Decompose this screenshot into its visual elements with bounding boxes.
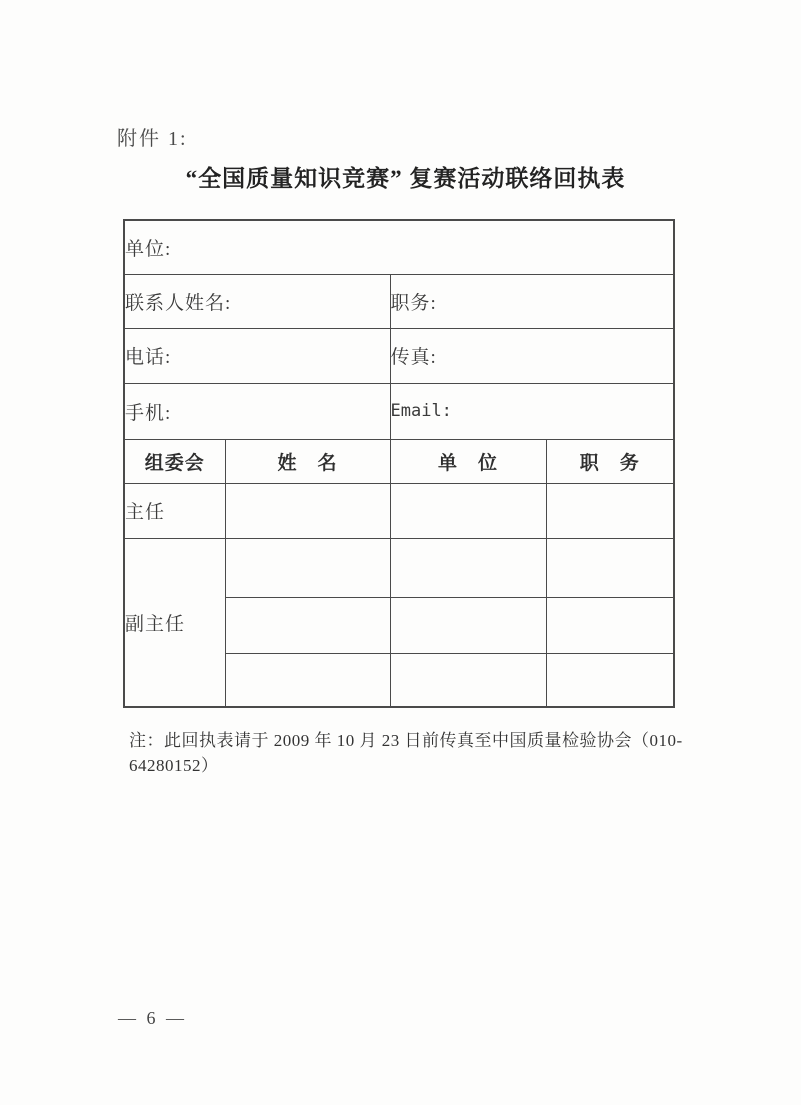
deputy1-unit-cell bbox=[390, 538, 546, 597]
deputy-director-label: 副主任 bbox=[124, 538, 225, 707]
director-name-cell bbox=[225, 483, 390, 538]
director-row bbox=[124, 483, 674, 538]
email-label: Email: bbox=[390, 383, 674, 439]
director-label: 主任 bbox=[124, 483, 225, 538]
director-position-cell bbox=[546, 483, 674, 538]
deputy1-name-cell bbox=[225, 538, 390, 597]
contact-name-label: 联系人姓名: bbox=[124, 274, 390, 328]
deputy2-name-cell bbox=[225, 597, 390, 653]
page-number: — 6 — bbox=[118, 1008, 187, 1028]
header-unit: 单 位 bbox=[390, 439, 546, 483]
attachment-label: 附件 1: bbox=[117, 128, 188, 150]
phone-row bbox=[124, 328, 674, 383]
page-title: “全国质量知识竞赛” 复赛活动联络回执表 bbox=[185, 166, 626, 191]
contact-row bbox=[124, 274, 674, 328]
deputy3-name-cell bbox=[225, 653, 390, 707]
deputy-director-row-1 bbox=[124, 538, 674, 597]
footnote: 注：此回执表请于 2009 年 10 月 23 日前传真至中国质量检验协会（010-64280152） bbox=[129, 731, 683, 775]
position-label: 职务: bbox=[390, 274, 674, 328]
reply-form-table bbox=[123, 219, 675, 708]
mobile-label: 手机: bbox=[124, 383, 390, 439]
phone-label: 电话: bbox=[124, 328, 390, 383]
mobile-row bbox=[124, 383, 674, 439]
deputy2-position-cell bbox=[546, 597, 674, 653]
deputy3-position-cell bbox=[546, 653, 674, 707]
director-unit-cell bbox=[390, 483, 546, 538]
header-position: 职 务 bbox=[546, 439, 674, 483]
deputy1-position-cell bbox=[546, 538, 674, 597]
unit-label: 单位: bbox=[124, 220, 674, 274]
fax-label: 传真: bbox=[390, 328, 674, 383]
deputy2-unit-cell bbox=[390, 597, 546, 653]
header-name: 姓 名 bbox=[225, 439, 390, 483]
unit-row bbox=[124, 220, 674, 274]
committee-header-row bbox=[124, 439, 674, 483]
header-committee: 组委会 bbox=[124, 439, 225, 483]
deputy3-unit-cell bbox=[390, 653, 546, 707]
